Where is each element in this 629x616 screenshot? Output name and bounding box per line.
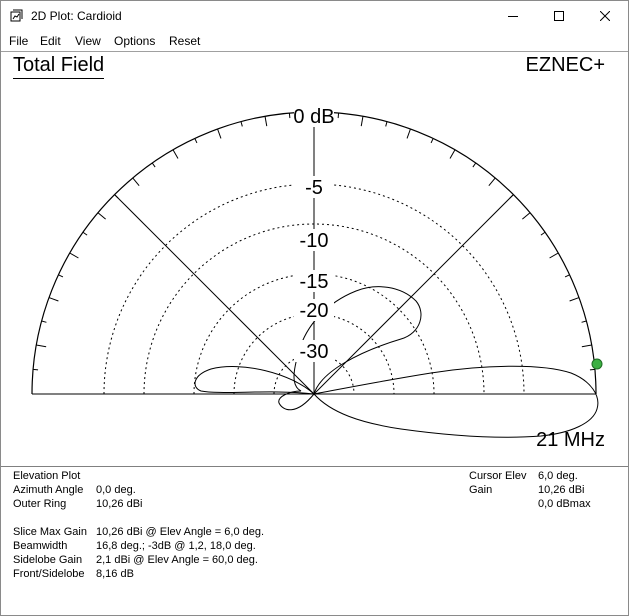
info-value: 6,0 deg. [538,470,578,482]
brand-label: EZNEC+ [525,54,605,76]
info-label: Slice Max Gain [13,526,87,538]
ring-tick [582,321,587,322]
ring-label: -5 [305,177,323,199]
ring-tick [83,232,87,235]
ring-label: -10 [299,230,329,252]
info-value: 2,1 dBi @ Elev Angle = 60,0 deg. [96,554,258,566]
plot-app-icon [10,9,24,23]
info-value: 10,26 dBi [96,498,143,510]
close-icon [600,11,610,21]
ring-label: -20 [299,300,329,322]
menu-file[interactable]: File [9,34,29,48]
menu-view[interactable]: View [75,34,101,48]
ring-tick [450,150,455,159]
info-label: Beamwidth [13,540,68,552]
ring-tick [70,253,79,258]
polar-chart[interactable] [1,51,628,471]
info-label: Gain [469,484,493,496]
ring-label: 0 dB [293,106,335,128]
maximize-icon [554,11,564,21]
frequency-label: 21 MHz [536,429,605,451]
info-value: 0,0 deg. [96,484,136,496]
ring-tick [42,321,47,322]
minimize-icon [508,11,518,21]
ring-tick [550,253,559,258]
menu-options[interactable]: Options [114,34,156,48]
info-value: 16,8 deg.; -3dB @ 1,2, 18,0 deg. [96,540,256,552]
ring-tick [541,232,545,235]
ring-tick [173,150,178,159]
info-label: Elevation Plot [13,470,81,482]
radiation-pattern-back-lobe [195,367,314,394]
ring-tick [218,129,221,138]
maximize-button[interactable] [536,1,582,31]
info-label: Sidelobe Gain [13,554,83,566]
ring-tick [522,213,530,219]
ring-label: -15 [299,271,329,293]
info-value: 10,26 dBi [538,484,585,496]
info-value: 8,16 dB [96,568,134,580]
ring-tick [582,345,592,347]
ring-tick [152,163,155,167]
menu-bar [1,32,628,51]
ring-tick [58,275,63,277]
ring-tick [98,213,106,219]
plot-title: Total Field [13,54,104,79]
ring-tick [431,138,433,143]
title-bar[interactable] [1,1,628,31]
menu-edit[interactable]: Edit [40,34,61,48]
ring-tick [133,178,139,186]
ring-tick [489,178,495,186]
info-label: Outer Ring [13,498,67,510]
close-button[interactable] [582,1,628,31]
ring-tick [361,116,363,126]
ring-tick [241,122,242,127]
cursor-marker[interactable] [592,359,602,369]
spoke-line [314,195,513,394]
radiation-pattern-main-lobe [314,366,598,437]
info-label: Cursor Elev [469,470,527,482]
ring-tick [49,298,58,301]
info-label: Azimuth Angle [13,484,84,496]
ring-tick [265,116,267,126]
ring-tick [407,129,410,138]
info-value: 0,0 dBmax [538,498,591,510]
info-label: Front/Sidelobe [13,568,85,580]
ring-tick [36,345,46,347]
minimize-button[interactable] [490,1,536,31]
ring-tick [195,138,197,143]
info-panel [1,466,628,616]
info-value: 10,26 dBi @ Elev Angle = 6,0 deg. [96,526,265,538]
ring-label: -30 [299,341,329,363]
menu-reset[interactable]: Reset [169,34,201,48]
window-title: 2D Plot: Cardioid [31,9,122,23]
ring-tick [570,298,579,301]
ring-tick [565,275,570,277]
ring-tick [473,163,476,167]
ring-tick [386,122,387,127]
spoke-line [115,195,314,394]
ring-tick [510,195,514,199]
ring-tick [115,195,119,199]
